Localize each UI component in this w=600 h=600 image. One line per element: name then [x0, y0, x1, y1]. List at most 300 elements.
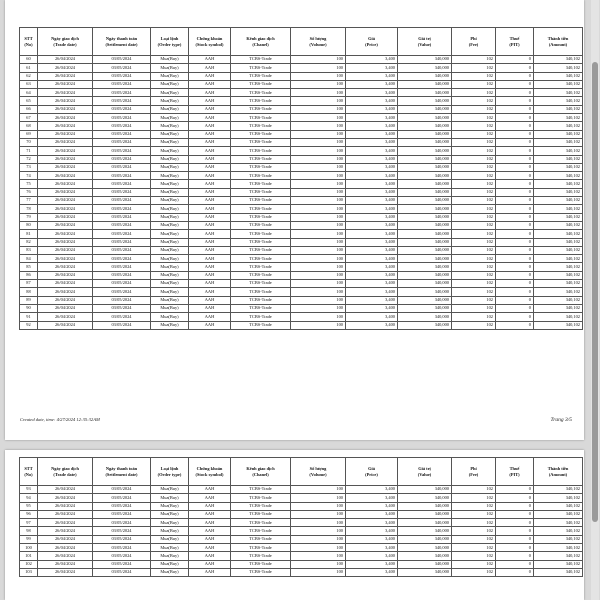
cell-channel: TCBS-Trade	[231, 188, 291, 196]
cell-volume: 100	[291, 147, 346, 155]
cell-value: 340,000	[398, 213, 452, 221]
row-number: 78	[20, 205, 38, 213]
cell-settlement-date: 03/05/2024	[93, 89, 151, 97]
cell-fee: 102	[452, 97, 496, 105]
cell-amount: 340,102	[534, 271, 583, 279]
cell-channel: TCBS-Trade	[231, 147, 291, 155]
cell-volume: 100	[291, 552, 346, 560]
cell-channel: TCBS-Trade	[231, 263, 291, 271]
cell-fee: 102	[452, 544, 496, 552]
cell-volume: 100	[291, 97, 346, 105]
cell-order-type: Mua(Buy)	[151, 552, 189, 560]
row-number: 83	[20, 246, 38, 254]
cell-order-type: Mua(Buy)	[151, 544, 189, 552]
cell-price: 3,400	[346, 494, 398, 502]
cell-order-type: Mua(Buy)	[151, 263, 189, 271]
column-header	[346, 458, 398, 486]
cell-pit: 0	[496, 64, 534, 72]
column-header-en: (No)	[24, 471, 33, 477]
cell-price: 3,400	[346, 238, 398, 246]
cell-value: 340,000	[398, 155, 452, 163]
vertical-scrollbar[interactable]	[591, 0, 599, 600]
table-row	[20, 313, 583, 321]
cell-price: 3,400	[346, 560, 398, 568]
cell-channel: TCBS-Trade	[231, 221, 291, 229]
column-header	[93, 28, 151, 56]
cell-fee: 102	[452, 138, 496, 146]
cell-price: 3,400	[346, 280, 398, 288]
row-number: 73	[20, 163, 38, 171]
cell-pit: 0	[496, 197, 534, 205]
cell-trade-date: 26/04/2024	[38, 494, 93, 502]
cell-fee: 102	[452, 221, 496, 229]
cell-symbol: AAH	[189, 519, 231, 527]
cell-pit: 0	[496, 138, 534, 146]
table-row	[20, 180, 583, 188]
cell-price: 3,400	[346, 64, 398, 72]
cell-trade-date: 26/04/2024	[38, 560, 93, 568]
cell-symbol: AAH	[189, 535, 231, 543]
cell-price: 3,400	[346, 510, 398, 518]
cell-trade-date: 26/04/2024	[38, 280, 93, 288]
cell-order-type: Mua(Buy)	[151, 560, 189, 568]
cell-pit: 0	[496, 494, 534, 502]
cell-price: 3,400	[346, 246, 398, 254]
cell-value: 340,000	[398, 221, 452, 229]
row-number: 62	[20, 72, 38, 80]
cell-pit: 0	[496, 486, 534, 494]
cell-order-type: Mua(Buy)	[151, 155, 189, 163]
cell-symbol: AAH	[189, 486, 231, 494]
cell-symbol: AAH	[189, 205, 231, 213]
cell-price: 3,400	[346, 188, 398, 196]
cell-order-type: Mua(Buy)	[151, 494, 189, 502]
cell-value: 340,000	[398, 246, 452, 254]
column-header-en: (Chanel)	[252, 41, 269, 47]
cell-settlement-date: 03/05/2024	[93, 568, 151, 576]
column-header-en: (PIT)	[509, 471, 520, 477]
cell-amount: 340,102	[534, 80, 583, 88]
row-number: 97	[20, 519, 38, 527]
cell-price: 3,400	[346, 197, 398, 205]
cell-settlement-date: 03/05/2024	[93, 147, 151, 155]
row-number: 87	[20, 280, 38, 288]
cell-settlement-date: 03/05/2024	[93, 155, 151, 163]
cell-order-type: Mua(Buy)	[151, 280, 189, 288]
table-row	[20, 205, 583, 213]
cell-settlement-date: 03/05/2024	[93, 80, 151, 88]
cell-fee: 102	[452, 494, 496, 502]
cell-settlement-date: 03/05/2024	[93, 172, 151, 180]
cell-channel: TCBS-Trade	[231, 321, 291, 329]
cell-settlement-date: 03/05/2024	[93, 213, 151, 221]
row-number: 95	[20, 502, 38, 510]
cell-symbol: AAH	[189, 288, 231, 296]
cell-amount: 340,102	[534, 560, 583, 568]
cell-fee: 102	[452, 238, 496, 246]
cell-trade-date: 26/04/2024	[38, 56, 93, 64]
cell-volume: 100	[291, 122, 346, 130]
cell-channel: TCBS-Trade	[231, 246, 291, 254]
cell-channel: TCBS-Trade	[231, 130, 291, 138]
column-header-vi: Thành tiền	[547, 35, 569, 41]
cell-trade-date: 26/04/2024	[38, 246, 93, 254]
cell-price: 3,400	[346, 138, 398, 146]
cell-pit: 0	[496, 568, 534, 576]
row-number: 98	[20, 527, 38, 535]
column-header-en: (Order type)	[157, 41, 182, 47]
cell-order-type: Mua(Buy)	[151, 138, 189, 146]
cell-channel: TCBS-Trade	[231, 255, 291, 263]
cell-pit: 0	[496, 544, 534, 552]
column-header	[38, 458, 93, 486]
column-header	[534, 458, 583, 486]
cell-amount: 340,102	[534, 213, 583, 221]
table-row	[20, 552, 583, 560]
cell-fee: 102	[452, 296, 496, 304]
cell-volume: 100	[291, 155, 346, 163]
cell-amount: 340,102	[534, 568, 583, 576]
cell-volume: 100	[291, 238, 346, 246]
table-row	[20, 155, 583, 163]
cell-symbol: AAH	[189, 263, 231, 271]
column-header-vi: Giá	[368, 465, 375, 471]
cell-price: 3,400	[346, 527, 398, 535]
cell-fee: 102	[452, 155, 496, 163]
cell-amount: 340,102	[534, 502, 583, 510]
cell-symbol: AAH	[189, 494, 231, 502]
cell-price: 3,400	[346, 130, 398, 138]
cell-pit: 0	[496, 147, 534, 155]
cell-pit: 0	[496, 502, 534, 510]
cell-symbol: AAH	[189, 155, 231, 163]
table-row	[20, 64, 583, 72]
table-row	[20, 502, 583, 510]
cell-order-type: Mua(Buy)	[151, 296, 189, 304]
row-number: 80	[20, 221, 38, 229]
cell-trade-date: 26/04/2024	[38, 263, 93, 271]
cell-settlement-date: 03/05/2024	[93, 97, 151, 105]
cell-order-type: Mua(Buy)	[151, 97, 189, 105]
cell-channel: TCBS-Trade	[231, 560, 291, 568]
cell-volume: 100	[291, 89, 346, 97]
cell-volume: 100	[291, 56, 346, 64]
cell-value: 340,000	[398, 527, 452, 535]
cell-price: 3,400	[346, 552, 398, 560]
cell-fee: 102	[452, 568, 496, 576]
cell-trade-date: 26/04/2024	[38, 544, 93, 552]
cell-value: 340,000	[398, 80, 452, 88]
cell-value: 340,000	[398, 56, 452, 64]
cell-fee: 102	[452, 89, 496, 97]
cell-pit: 0	[496, 321, 534, 329]
cell-pit: 0	[496, 296, 534, 304]
row-number: 94	[20, 494, 38, 502]
cell-fee: 102	[452, 72, 496, 80]
cell-amount: 340,102	[534, 56, 583, 64]
cell-channel: TCBS-Trade	[231, 502, 291, 510]
cell-amount: 340,102	[534, 552, 583, 560]
cell-channel: TCBS-Trade	[231, 230, 291, 238]
row-number: 65	[20, 97, 38, 105]
cell-price: 3,400	[346, 313, 398, 321]
cell-channel: TCBS-Trade	[231, 205, 291, 213]
cell-amount: 340,102	[534, 197, 583, 205]
column-header	[151, 458, 189, 486]
cell-amount: 340,102	[534, 221, 583, 229]
table-row	[20, 130, 583, 138]
cell-order-type: Mua(Buy)	[151, 238, 189, 246]
cell-channel: TCBS-Trade	[231, 64, 291, 72]
cell-order-type: Mua(Buy)	[151, 313, 189, 321]
row-number: 69	[20, 130, 38, 138]
cell-price: 3,400	[346, 213, 398, 221]
table-row	[20, 560, 583, 568]
cell-settlement-date: 03/05/2024	[93, 72, 151, 80]
row-number: 103	[20, 568, 38, 576]
column-header-vi: STT	[24, 465, 33, 471]
row-number: 60	[20, 56, 38, 64]
row-number: 70	[20, 138, 38, 146]
cell-volume: 100	[291, 519, 346, 527]
cell-trade-date: 26/04/2024	[38, 180, 93, 188]
cell-price: 3,400	[346, 544, 398, 552]
cell-amount: 340,102	[534, 535, 583, 543]
cell-symbol: AAH	[189, 246, 231, 254]
row-number: 101	[20, 552, 38, 560]
cell-pit: 0	[496, 130, 534, 138]
cell-value: 340,000	[398, 321, 452, 329]
cell-amount: 340,102	[534, 97, 583, 105]
cell-volume: 100	[291, 205, 346, 213]
cell-settlement-date: 03/05/2024	[93, 188, 151, 196]
column-header-en: (Price)	[365, 41, 378, 47]
cell-amount: 340,102	[534, 246, 583, 254]
column-header-en: (Amount)	[548, 471, 568, 477]
table-row	[20, 56, 583, 64]
cell-pit: 0	[496, 89, 534, 97]
cell-fee: 102	[452, 197, 496, 205]
cell-order-type: Mua(Buy)	[151, 527, 189, 535]
cell-fee: 102	[452, 263, 496, 271]
document-page-3	[5, 0, 584, 440]
cell-value: 340,000	[398, 486, 452, 494]
column-header	[231, 28, 291, 56]
row-number: 93	[20, 486, 38, 494]
cell-trade-date: 26/04/2024	[38, 122, 93, 130]
cell-amount: 340,102	[534, 238, 583, 246]
cell-order-type: Mua(Buy)	[151, 80, 189, 88]
column-header-en: (PIT)	[509, 41, 520, 47]
cell-trade-date: 26/04/2024	[38, 296, 93, 304]
cell-symbol: AAH	[189, 147, 231, 155]
cell-channel: TCBS-Trade	[231, 138, 291, 146]
cell-symbol: AAH	[189, 568, 231, 576]
cell-pit: 0	[496, 230, 534, 238]
cell-pit: 0	[496, 155, 534, 163]
cell-symbol: AAH	[189, 122, 231, 130]
cell-pit: 0	[496, 97, 534, 105]
table-row	[20, 80, 583, 88]
cell-value: 340,000	[398, 535, 452, 543]
cell-trade-date: 26/04/2024	[38, 130, 93, 138]
column-header-vi: Ngày giao dịch	[51, 35, 79, 41]
cell-symbol: AAH	[189, 527, 231, 535]
table-row	[20, 255, 583, 263]
column-header	[398, 458, 452, 486]
cell-pit: 0	[496, 560, 534, 568]
cell-amount: 340,102	[534, 64, 583, 72]
cell-fee: 102	[452, 321, 496, 329]
column-header-vi: Số lượng	[309, 465, 327, 471]
cell-pit: 0	[496, 221, 534, 229]
column-header	[496, 458, 534, 486]
cell-order-type: Mua(Buy)	[151, 221, 189, 229]
cell-amount: 340,102	[534, 89, 583, 97]
cell-volume: 100	[291, 72, 346, 80]
cell-fee: 102	[452, 502, 496, 510]
cell-channel: TCBS-Trade	[231, 486, 291, 494]
cell-amount: 340,102	[534, 313, 583, 321]
column-header-en: (Order type)	[157, 471, 182, 477]
cell-fee: 102	[452, 122, 496, 130]
cell-value: 340,000	[398, 122, 452, 130]
cell-volume: 100	[291, 560, 346, 568]
cell-value: 340,000	[398, 494, 452, 502]
scrollbar-thumb[interactable]	[592, 62, 598, 522]
table-row	[20, 494, 583, 502]
cell-amount: 340,102	[534, 105, 583, 113]
cell-order-type: Mua(Buy)	[151, 72, 189, 80]
cell-channel: TCBS-Trade	[231, 304, 291, 312]
cell-trade-date: 26/04/2024	[38, 568, 93, 576]
cell-trade-date: 26/04/2024	[38, 105, 93, 113]
cell-amount: 340,102	[534, 519, 583, 527]
column-header	[189, 458, 231, 486]
cell-settlement-date: 03/05/2024	[93, 552, 151, 560]
cell-fee: 102	[452, 130, 496, 138]
column-header-vi: Thuế	[509, 35, 520, 41]
cell-amount: 340,102	[534, 138, 583, 146]
cell-price: 3,400	[346, 155, 398, 163]
cell-value: 340,000	[398, 288, 452, 296]
table-row	[20, 122, 583, 130]
cell-channel: TCBS-Trade	[231, 568, 291, 576]
cell-pit: 0	[496, 510, 534, 518]
row-number: 75	[20, 180, 38, 188]
cell-settlement-date: 03/05/2024	[93, 180, 151, 188]
column-header-en: (No)	[24, 41, 33, 47]
cell-value: 340,000	[398, 280, 452, 288]
cell-settlement-date: 03/05/2024	[93, 56, 151, 64]
cell-symbol: AAH	[189, 172, 231, 180]
cell-fee: 102	[452, 255, 496, 263]
cell-price: 3,400	[346, 519, 398, 527]
cell-symbol: AAH	[189, 255, 231, 263]
column-header	[20, 458, 38, 486]
cell-channel: TCBS-Trade	[231, 105, 291, 113]
cell-fee: 102	[452, 519, 496, 527]
cell-volume: 100	[291, 130, 346, 138]
cell-pit: 0	[496, 105, 534, 113]
column-header-vi: Loại lệnh	[160, 465, 179, 471]
cell-amount: 340,102	[534, 288, 583, 296]
table-row	[20, 321, 583, 329]
row-number: 79	[20, 213, 38, 221]
cell-channel: TCBS-Trade	[231, 163, 291, 171]
cell-channel: TCBS-Trade	[231, 114, 291, 122]
cell-order-type: Mua(Buy)	[151, 64, 189, 72]
cell-amount: 340,102	[534, 527, 583, 535]
cell-value: 340,000	[398, 568, 452, 576]
cell-trade-date: 26/04/2024	[38, 321, 93, 329]
cell-amount: 340,102	[534, 510, 583, 518]
cell-volume: 100	[291, 510, 346, 518]
cell-settlement-date: 03/05/2024	[93, 230, 151, 238]
cell-order-type: Mua(Buy)	[151, 510, 189, 518]
cell-price: 3,400	[346, 105, 398, 113]
row-number: 88	[20, 288, 38, 296]
cell-channel: TCBS-Trade	[231, 122, 291, 130]
cell-channel: TCBS-Trade	[231, 552, 291, 560]
cell-trade-date: 26/04/2024	[38, 89, 93, 97]
row-number: 89	[20, 296, 38, 304]
cell-pit: 0	[496, 80, 534, 88]
cell-pit: 0	[496, 122, 534, 130]
cell-price: 3,400	[346, 122, 398, 130]
cell-trade-date: 26/04/2024	[38, 197, 93, 205]
cell-value: 340,000	[398, 263, 452, 271]
cell-channel: TCBS-Trade	[231, 197, 291, 205]
column-header-en: (Value)	[417, 41, 432, 47]
column-header	[452, 458, 496, 486]
cell-value: 340,000	[398, 72, 452, 80]
row-number: 85	[20, 263, 38, 271]
column-header-vi: Ngày giao dịch	[51, 465, 79, 471]
cell-order-type: Mua(Buy)	[151, 321, 189, 329]
cell-trade-date: 26/04/2024	[38, 527, 93, 535]
cell-value: 340,000	[398, 271, 452, 279]
cell-channel: TCBS-Trade	[231, 544, 291, 552]
cell-volume: 100	[291, 296, 346, 304]
row-number: 77	[20, 197, 38, 205]
cell-pit: 0	[496, 280, 534, 288]
cell-volume: 100	[291, 255, 346, 263]
cell-order-type: Mua(Buy)	[151, 486, 189, 494]
column-header-vi: Thành tiền	[547, 465, 569, 471]
cell-fee: 102	[452, 180, 496, 188]
transaction-table	[19, 457, 583, 577]
cell-order-type: Mua(Buy)	[151, 197, 189, 205]
cell-channel: TCBS-Trade	[231, 494, 291, 502]
cell-value: 340,000	[398, 89, 452, 97]
cell-amount: 340,102	[534, 304, 583, 312]
column-header-vi: STT	[24, 35, 33, 41]
cell-trade-date: 26/04/2024	[38, 147, 93, 155]
cell-volume: 100	[291, 535, 346, 543]
cell-settlement-date: 03/05/2024	[93, 114, 151, 122]
cell-channel: TCBS-Trade	[231, 535, 291, 543]
cell-volume: 100	[291, 64, 346, 72]
cell-symbol: AAH	[189, 188, 231, 196]
table-row	[20, 263, 583, 271]
cell-volume: 100	[291, 304, 346, 312]
cell-value: 340,000	[398, 64, 452, 72]
cell-channel: TCBS-Trade	[231, 296, 291, 304]
cell-settlement-date: 03/05/2024	[93, 138, 151, 146]
cell-symbol: AAH	[189, 97, 231, 105]
cell-symbol: AAH	[189, 72, 231, 80]
